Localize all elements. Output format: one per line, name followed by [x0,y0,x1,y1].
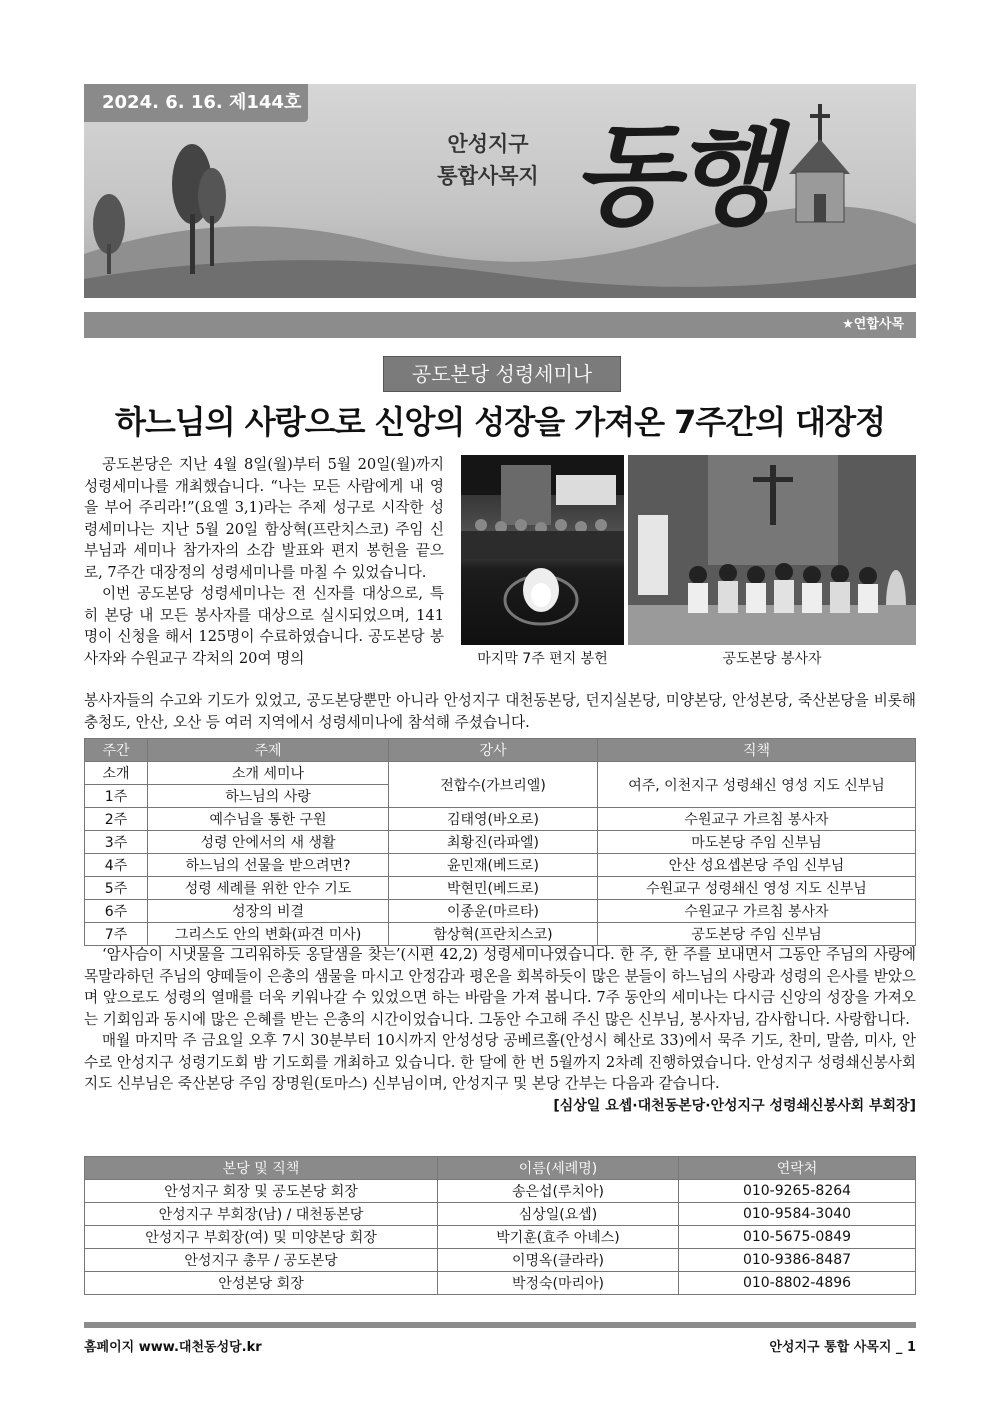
subtitle-line-1: 안성지구 [447,132,529,156]
intro-continuation [84,690,916,733]
name-cell: 심상일(요셉) [438,1203,679,1226]
table-row [85,762,916,785]
role-cell: 안성지구 부회장(남) / 대천동본당 [85,1203,438,1226]
role-cell: 수원교구 가르침 봉사자 [598,900,916,923]
footer-page-number: 안성지구 통합 사목지 _ 1 [769,1340,916,1355]
week-cell: 5주 [85,877,148,900]
topic-cell: 성령 안에서의 새 생활 [148,831,389,854]
subtitle-line-2: 통합사목지 [437,164,539,188]
issue-label: 2024. 6. 16. 제144호 [84,84,308,122]
intro-column [84,454,444,669]
article-body [84,944,916,1129]
church-illustration [789,104,850,222]
role-cell: 수원교구 가르침 봉사자 [598,808,916,831]
name-cell: 박기훈(효주 아녜스) [438,1226,679,1249]
phone-cell: 010-9386-8487 [679,1249,916,1272]
footer-divider [84,1322,916,1328]
table-row [85,854,916,877]
section-bar [84,312,916,338]
table-row [85,1226,916,1249]
col-header-role: 직책 [598,739,916,762]
speaker-cell: 이종운(마르타) [389,900,598,923]
col-header-speaker: 강사 [389,739,598,762]
table-row [85,1203,916,1226]
author-credit: [심상일 요셉·대천동본당·안성지구 성령쇄신봉사회 부회장] [553,1097,916,1114]
table-row [85,1272,916,1295]
week-cell: 2주 [85,808,148,831]
intro-paragraph-2-continued: 봉사자들의 수고와 기도가 있었고, 공도본당뿐만 아니라 안성지구 대천동본당, 던지실본당, 미양본당, 안성본당, 죽산본당을 비롯해 충청도, 안산, 오산 등 여러 지역에서 성령세미나에 참석해 주셨습니다. [84,692,916,731]
article-headline: 하느님의 사랑으로 신앙의 성장을 가져온 7주간의 대장정 [114,403,886,441]
role-cell: 안성지구 총무 / 공도본당 [85,1249,438,1272]
table-row [85,1249,916,1272]
week-cell: 6주 [85,900,148,923]
role-cell: 공도본당 주임 신부님 [598,923,916,946]
speaker-cell: 윤민재(베드로) [389,854,598,877]
phone-cell: 010-9584-3040 [679,1203,916,1226]
col-header-week: 주간 [85,739,148,762]
week-cell: 4주 [85,854,148,877]
publication-logo: 동행 [572,111,773,240]
role-cell: 안성지구 부회장(여) 및 미양본당 회장 [85,1226,438,1249]
role-cell: 안성본당 회장 [85,1272,438,1295]
speaker-cell: 최황진(라파엘) [389,831,598,854]
week-cell: 1주 [85,785,148,808]
schedule-table [84,738,916,946]
phone-cell: 010-8802-4896 [679,1272,916,1295]
photo-volunteers [628,455,916,645]
role-cell: 수원교구 성령쇄신 영성 지도 신부님 [598,877,916,900]
publication-subtitle [418,128,558,192]
speaker-cell: 박현민(베드로) [389,877,598,900]
role-cell: 안산 성요셉본당 주임 신부님 [598,854,916,877]
week-cell: 7주 [85,923,148,946]
role-cell: 안성지구 회장 및 공도본당 회장 [85,1180,438,1203]
role-cell: 여주, 이천지구 성령쇄신 영성 지도 신부님 [598,762,916,808]
name-cell: 송은섭(루치아) [438,1180,679,1203]
topic-cell: 소개 세미나 [148,762,389,785]
name-cell: 박정숙(마리아) [438,1272,679,1295]
article-category: 공도본당 성령세미나 [383,356,621,392]
photo-caption-2: 공도본당 봉사자 [722,651,822,667]
topic-cell: 그리스도 안의 변화(파견 미사) [148,923,389,946]
table-header-row [85,739,916,762]
table-row [85,1180,916,1203]
week-cell: 소개 [85,762,148,785]
table-header-row [85,1157,916,1180]
phone-cell: 010-5675-0849 [679,1226,916,1249]
topic-cell: 예수님을 통한 구원 [148,808,389,831]
table-row [85,831,916,854]
table-row [85,923,916,946]
col-header-name: 이름(세례명) [438,1157,679,1180]
topic-cell: 하느님의 선물을 받으려면? [148,854,389,877]
role-cell: 마도본당 주임 신부님 [598,831,916,854]
phone-cell: 010-9265-8264 [679,1180,916,1203]
photo-caption-1: 마지막 7주 편지 봉헌 [477,651,608,667]
col-header-parish-role: 본당 및 직책 [85,1157,438,1180]
speaker-cell: 전합수(가브리엘) [389,762,598,808]
council-table [84,1156,916,1295]
speaker-cell: 김태영(바오로) [389,808,598,831]
table-row [85,877,916,900]
week-cell: 3주 [85,831,148,854]
intro-paragraph-2: 이번 공도본당 성령세미나는 전 신자를 대상으로, 특히 본당 내 모든 봉사자를 대상으로 실시되었으며, 141명이 신청을 해서 125명이 수료하였습니다. 공도본당 봉사자와 수원교구 각처의 20여 명의 [84,585,444,667]
body-paragraph-3: ‘암사슴이 시냇물을 그리워하듯 옹달샘을 찾는’(시편 42,2) 성령세미나였습니다. 한 주, 한 주를 보내면서 그동안 주님의 사랑에 목말라하던 주님의 양떼들이 은총의 샘물을 마시고 안정감과 평온을 회복하듯이 많은 분들이 하느님의 사랑과 성령의 은사를 받았으며 앞으로도 성령의 열매를 더욱 키워나갈 수 있었으면 하는 바람을 가져 봅니다. 7주 동안의 세미나는 다시금 신앙의 성장을 가져오는 기회임과 동시에 많은 은혜를 받는 은총의 시간이었습니다. 그동안 수고해 주신 많은 신부님, 봉사자님, 감사합니다. 사랑합니다. [84,946,916,1028]
topic-cell: 성장의 비결 [148,900,389,923]
col-header-contact: 연락처 [679,1157,916,1180]
table-row [85,808,916,831]
name-cell: 이명옥(클라라) [438,1249,679,1272]
topic-cell: 성령 세례를 위한 안수 기도 [148,877,389,900]
photo-letter-offering [461,455,624,645]
body-paragraph-4: 매월 마지막 주 금요일 오후 7시 30분부터 10시까지 안성성당 공베르홀(안성시 혜산로 33)에서 묵주 기도, 찬미, 말씀, 미사, 안수로 안성지구 성령기도회 밤 기도회를 개최하고 있습니다. 한 달에 한 번 5월까지 2차례 진행하였습니다. 안성지구 성령쇄신봉사회 지도 신부님은 죽산본당 주임 장명원(토마스) 신부님이며, 안성지구 및 본당 간부는 다음과 같습니다. [84,1032,916,1092]
intro-paragraph-1: 공도본당은 지난 4월 8일(월)부터 5월 20일(월)까지 성령세미나를 개최했습니다. “나는 모든 사람에게 내 영을 부어 주리라!”(요엘 3,1)라는 주제 성구로 시작한 성령세미나는 지난 5월 20일 함상혁(프란치스코) 주임 신부님과 세미나 참가자의 소감 발표와 편지 봉헌을 끝으로, 7주간 대장정의 성령세미나를 마칠 수 있었습니다. [84,456,444,581]
speaker-cell: 함상혁(프란치스코) [389,923,598,946]
table-row [85,900,916,923]
section-tag: ★연합사목 [842,317,904,332]
col-header-topic: 주제 [148,739,389,762]
topic-cell: 하느님의 사랑 [148,785,389,808]
footer-homepage-link[interactable]: 홈페이지 www.대천동성당.kr [84,1340,262,1355]
